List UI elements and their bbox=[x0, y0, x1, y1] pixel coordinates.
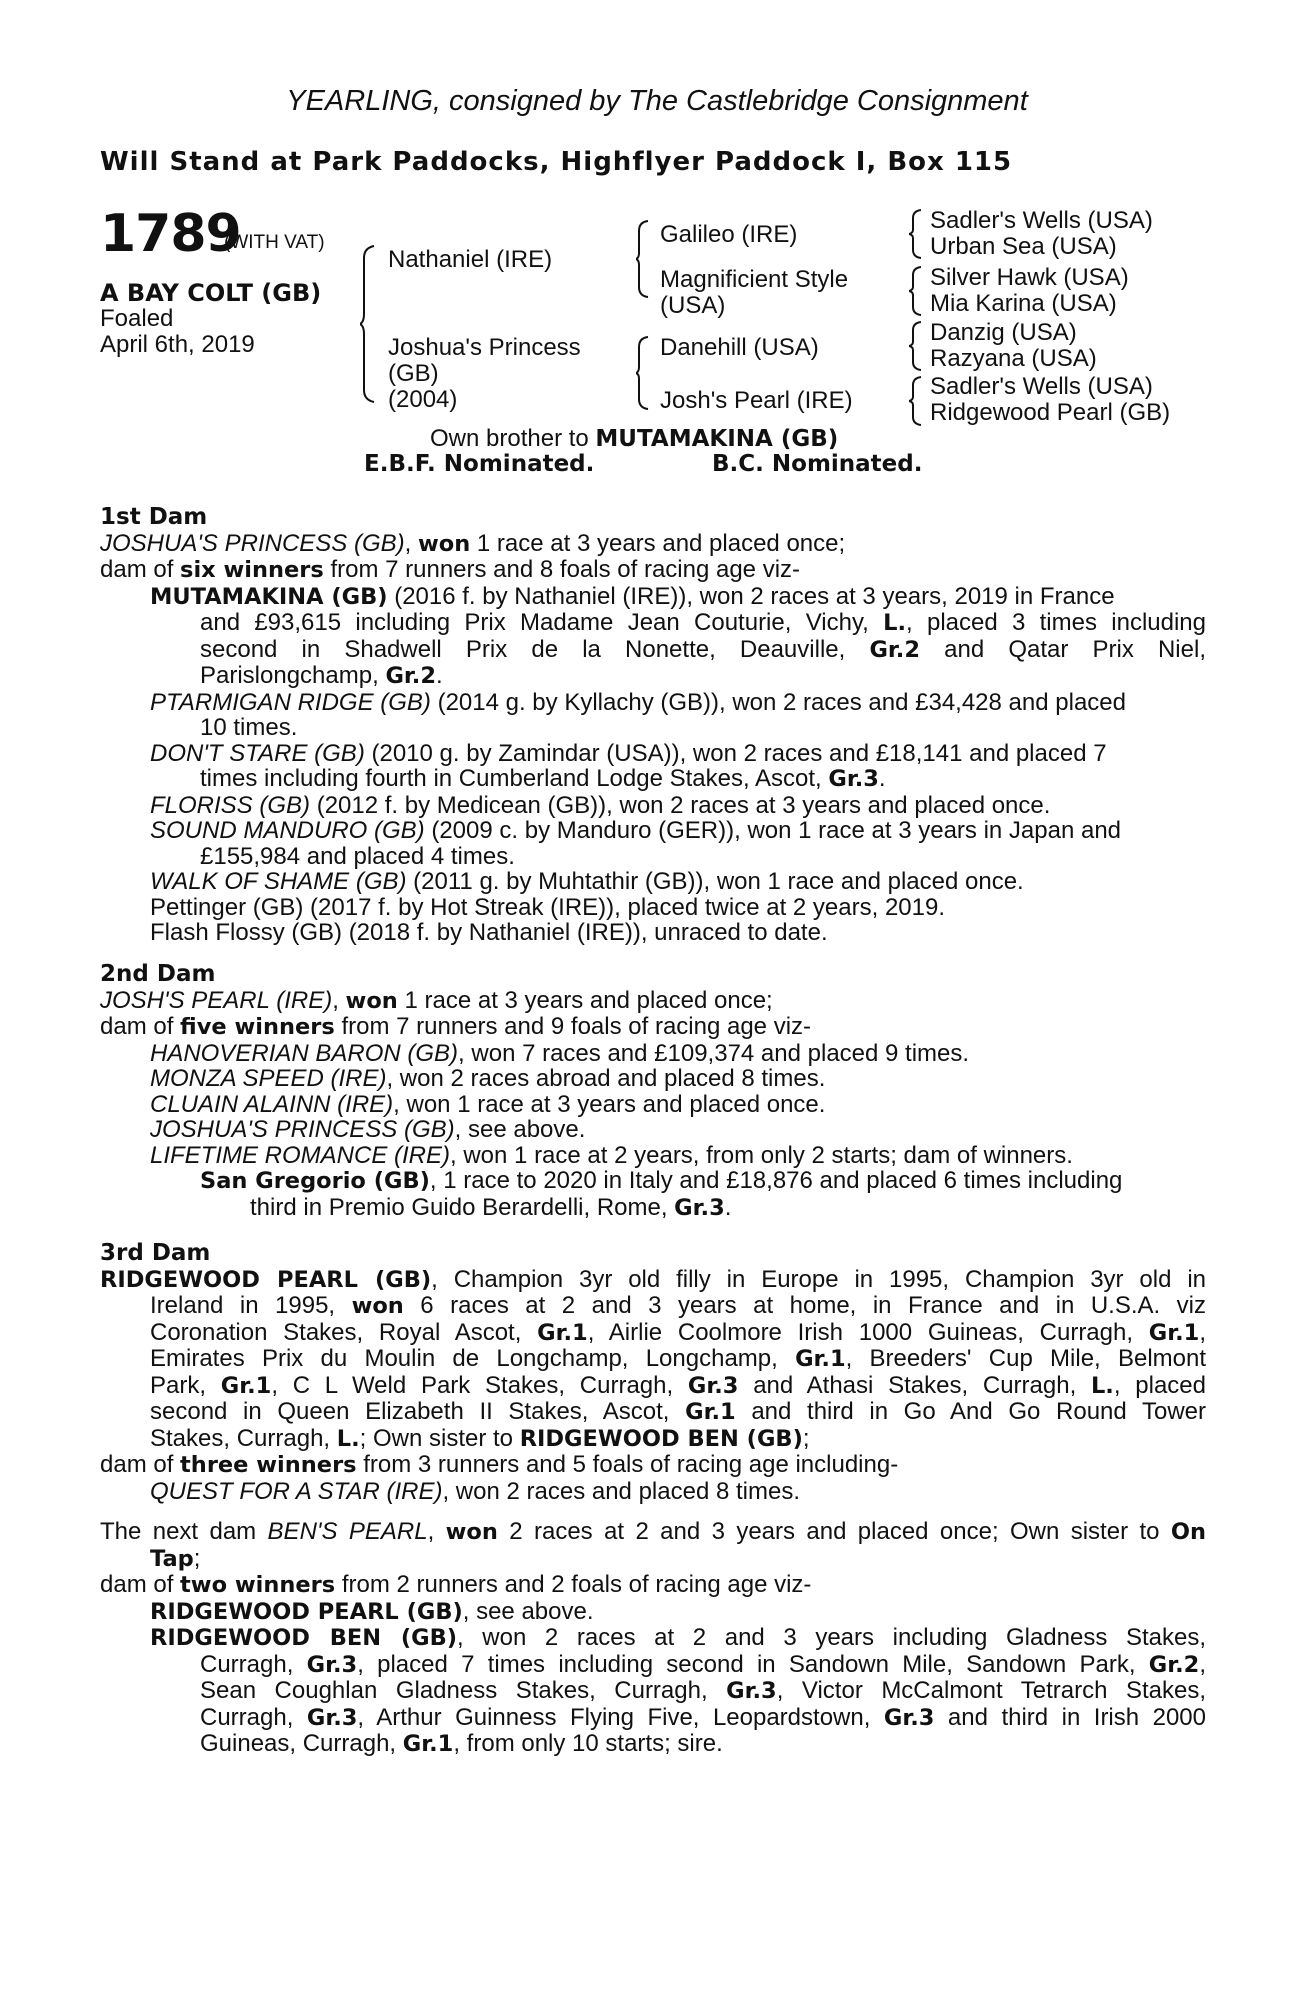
walk-of-shame-entry: WALK OF SHAME (GB) (2011 g. by Muhtathir (GB)), won 1 race and placed once. bbox=[150, 868, 1024, 895]
pedigree-brace-g3 bbox=[909, 320, 923, 372]
pedigree-g4: Mia Karina (USA) bbox=[930, 290, 1117, 317]
ridgewood-pearl-entry: RIDGEWOOD PEARL (GB), Champion 3yr old filly in Europe in 1995, Champion 3yr old in bbox=[100, 1265, 1207, 1293]
pedigree-g6: Razyana (USA) bbox=[930, 345, 1097, 372]
pettinger-entry: Pettinger (GB) (2017 f. by Hot Streak (IRE)), placed twice at 2 years, 2019. bbox=[150, 893, 946, 921]
first-dam-line: JOSHUA'S PRINCESS (GB), won 1 race at 3 years and placed once; bbox=[100, 529, 846, 557]
pedigree-dam-year: (2004) bbox=[388, 386, 458, 413]
foaled-label: Foaled bbox=[100, 305, 174, 332]
ridgewood-pearl-entry-cont: Ireland in 1995, won 6 races at 2 and 3 years at home, in France and in U.S.A. viz bbox=[150, 1292, 1206, 1319]
ridgewood-pearl-entry-cont: Stakes, Curragh, L.; Own sister to RIDGEWOOD BEN (GB); bbox=[150, 1424, 810, 1452]
dont-stare-entry: DON'T STARE (GB) (2010 g. by Zamindar (USA)), won 2 races and £18,141 and placed 7 bbox=[150, 739, 1107, 767]
ridgewood-ben-entry-cont: Sean Coughlan Gladness Stakes, Curragh, Gr.3, Victor McCalmont Tetrarch Stakes, bbox=[200, 1677, 1206, 1704]
ridgewood-ben-entry: RIDGEWOOD BEN (GB), won 2 races at 2 and 3 years including Gladness Stakes, bbox=[150, 1624, 1206, 1651]
ridgewood-pearl-entry-cont: Park, Gr.1, C L Weld Park Stakes, Curragh, Gr.3 and Athasi Stakes, Curragh, L., placed bbox=[150, 1371, 1206, 1399]
vat-note: (WITH VAT) bbox=[224, 232, 325, 253]
next-dam-produce-line: dam of two winners from 2 runners and 2 foals of racing age viz- bbox=[100, 1571, 812, 1598]
pedigree-dam-sire: Danehill (USA) bbox=[660, 334, 819, 361]
ptarmigan-ridge-entry: PTARMIGAN RIDGE (GB) (2014 g. by Kyllachy (GB)), won 2 races and £34,428 and placed bbox=[150, 688, 1126, 716]
ridgewood-pearl-entry-cont: second in Queen Elizabeth II Stakes, Ascot, Gr.1 and third in Go And Go Round Tower bbox=[150, 1398, 1206, 1425]
sound-manduro-entry-cont: £155,984 and placed 4 times. bbox=[200, 842, 515, 870]
ptarmigan-ridge-entry-cont: 10 times. bbox=[200, 714, 298, 741]
third-dam-title: 3rd Dam bbox=[100, 1240, 211, 1266]
cluain-alainn-entry: CLUAIN ALAINN (IRE), won 1 race at 3 years and placed once. bbox=[150, 1090, 826, 1118]
ridgewood-pearl-entry-cont: Coronation Stakes, Royal Ascot, Gr.1, Airlie Coolmore Irish 1000 Guineas, Curragh, Gr.1, bbox=[150, 1318, 1206, 1346]
pedigree-sire-dam-country: (USA) bbox=[660, 292, 726, 319]
pedigree-brace-g2 bbox=[909, 265, 923, 317]
mutamakina-entry-cont: Parislongchamp, Gr.2. bbox=[200, 662, 443, 689]
ridgewood-pearl-ref: RIDGEWOOD PEARL (GB), see above. bbox=[150, 1597, 594, 1625]
pedigree-sire-dam: Magnificient Style bbox=[660, 266, 849, 293]
second-dam-produce-line: dam of five winners from 7 runners and 9 foals of racing age viz- bbox=[100, 1013, 812, 1040]
pedigree-brace-sire bbox=[636, 219, 650, 299]
first-dam-produce-line: dam of six winners from 7 runners and 8 foals of racing age viz- bbox=[100, 556, 801, 583]
bc-nomination: B.C. Nominated. bbox=[712, 451, 923, 477]
pedigree-brace-dam bbox=[636, 335, 650, 411]
first-dam-title: 1st Dam bbox=[100, 504, 208, 530]
pedigree-g5: Danzig (USA) bbox=[930, 319, 1077, 346]
first-dam-section bbox=[100, 505, 1206, 946]
second-dam-line: JOSH'S PEARL (IRE), won 1 race at 3 years and placed once; bbox=[100, 986, 773, 1014]
own-brother-line: Own brother to MUTAMAKINA (GB) bbox=[430, 425, 839, 452]
flash-flossy-entry: Flash Flossy (GB) (2018 f. by Nathaniel (IRE)), unraced to date. bbox=[150, 919, 828, 946]
next-dam-section bbox=[100, 1519, 1206, 1758]
mutamakina-entry-cont: and £93,615 including Prix Madame Jean Couturie, Vichy, L., placed 3 times including bbox=[200, 609, 1207, 636]
ridgewood-ben-entry-cont: Guineas, Curragh, Gr.1, from only 10 starts; sire. bbox=[200, 1730, 723, 1757]
third-dam-section bbox=[100, 1241, 1206, 1504]
foaled-date: April 6th, 2019 bbox=[100, 331, 255, 358]
pedigree-dam-country: (GB) bbox=[388, 360, 439, 387]
pedigree-brace-g1 bbox=[909, 208, 923, 260]
pedigree-sire-sire: Galileo (IRE) bbox=[660, 221, 798, 248]
ridgewood-pearl-entry-cont: Emirates Prix du Moulin de Longchamp, Longchamp, Gr.1, Breeders' Cup Mile, Belmont bbox=[150, 1345, 1207, 1372]
ridgewood-ben-entry-cont: Curragh, Gr.3, Arthur Guinness Flying Five, Leopardstown, Gr.3 and third in Irish 2000 bbox=[200, 1703, 1206, 1731]
pedigree-brace-main bbox=[360, 244, 380, 404]
consignment-line: YEARLING, consigned by The Castlebridge Consignment bbox=[286, 85, 1028, 117]
third-dam-produce-line: dam of three winners from 3 runners and 5 foals of racing age including- bbox=[100, 1451, 899, 1478]
next-dam-line: The next dam BEN'S PEARL, won 2 races at 2 and 3 years and placed once; Own sister to On bbox=[100, 1518, 1206, 1545]
pedigree-g8: Ridgewood Pearl (GB) bbox=[930, 399, 1171, 426]
quest-for-a-star-entry: QUEST FOR A STAR (IRE), won 2 races and placed 8 times. bbox=[150, 1477, 800, 1505]
pedigree-g3: Silver Hawk (USA) bbox=[930, 264, 1129, 291]
mutamakina-entry: MUTAMAKINA (GB) (2016 f. by Nathaniel (IRE)), won 2 races at 3 years, 2019 in France bbox=[150, 582, 1115, 610]
sound-manduro-entry: SOUND MANDURO (GB) (2009 c. by Manduro (GER)), won 1 race at 3 years in Japan and bbox=[150, 817, 1122, 844]
second-dam-title: 2nd Dam bbox=[100, 961, 216, 987]
lifetime-romance-entry: LIFETIME ROMANCE (IRE), won 1 race at 2 years, from only 2 starts; dam of winners. bbox=[150, 1141, 1073, 1169]
floriss-entry: FLORISS (GB) (2012 f. by Medicean (GB)), won 2 races at 3 years and placed once. bbox=[150, 791, 1051, 819]
lot-description: A BAY COLT (GB) bbox=[100, 279, 322, 307]
pedigree-g2: Urban Sea (USA) bbox=[930, 233, 1117, 260]
hanoverian-baron-entry: HANOVERIAN BARON (GB), won 7 races and £109,374 and placed 9 times. bbox=[150, 1039, 970, 1067]
ridgewood-ben-entry-cont: Curragh, Gr.3, placed 7 times including second in Sandown Mile, Sandown Park, Gr.2, bbox=[200, 1650, 1206, 1678]
joshuas-princess-entry: JOSHUA'S PRINCESS (GB), see above. bbox=[150, 1116, 586, 1143]
lot-number: 1789 bbox=[100, 204, 241, 264]
dont-stare-entry-cont: times including fourth in Cumberland Lodge Stakes, Ascot, Gr.3. bbox=[200, 765, 886, 792]
stand-location: Will Stand at Park Paddocks, Highflyer Paddock I, Box 115 bbox=[100, 147, 1013, 177]
monza-speed-entry: MONZA SPEED (IRE), won 2 races abroad and placed 8 times. bbox=[150, 1065, 826, 1092]
pedigree-sire: Nathaniel (IRE) bbox=[388, 246, 553, 273]
san-gregorio-entry-cont: third in Premio Guido Berardelli, Rome, Gr.3. bbox=[250, 1193, 732, 1221]
san-gregorio-entry: San Gregorio (GB), 1 race to 2020 in Italy and £18,876 and placed 6 times including bbox=[200, 1167, 1123, 1194]
pedigree-dam-dam: Josh's Pearl (IRE) bbox=[660, 387, 853, 414]
pedigree-brace-g4 bbox=[909, 375, 923, 427]
ebf-nomination: E.B.F. Nominated. bbox=[364, 451, 595, 477]
pedigree-g7: Sadler's Wells (USA) bbox=[930, 373, 1153, 400]
mutamakina-entry-cont: second in Shadwell Prix de la Nonette, Deauville, Gr.2 and Qatar Prix Niel, bbox=[200, 635, 1206, 663]
pedigree-g1: Sadler's Wells (USA) bbox=[930, 207, 1153, 234]
pedigree-dam: Joshua's Princess bbox=[388, 334, 581, 361]
next-dam-line-cont: Tap; bbox=[150, 1544, 201, 1572]
second-dam-section bbox=[100, 962, 1206, 1221]
